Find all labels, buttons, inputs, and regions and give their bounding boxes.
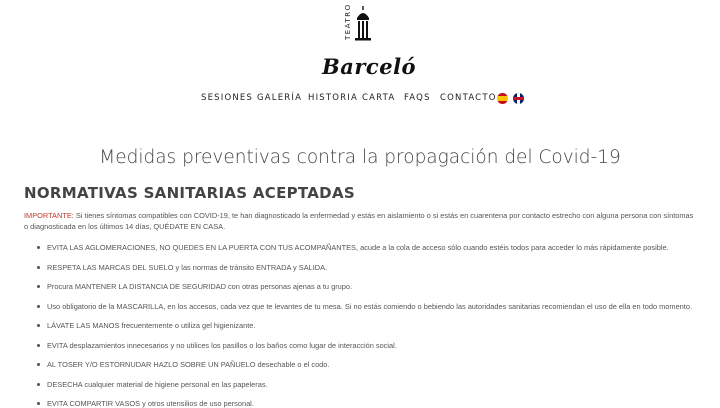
- nav-item-historia[interactable]: HISTORIA: [308, 93, 359, 103]
- list-item: EVITA COMPARTIR VASOS y otros utensilios de uso personal.: [36, 398, 696, 408]
- list-item: Procura MANTENER LA DISTANCIA DE SEGURIDAD con otras personas ajenas a tu grupo.: [36, 281, 696, 292]
- list-item: LÁVATE LAS MANOS frecuentemente o utiliza gel higienizante.: [36, 320, 696, 331]
- logo-name: Barceló: [322, 54, 417, 79]
- site-logo[interactable]: [318, 3, 417, 79]
- nav-item-galeria[interactable]: GALERÍA: [257, 93, 303, 103]
- list-item: EVITA LAS AGLOMERACIONES, NO QUEDES EN LA PUERTA CON TUS ACOMPAÑANTES, acude a la cola de acceso sólo cuando estéis todos para acceder lo más rápidamente posible.: [36, 242, 696, 253]
- nav-item-faqs[interactable]: FAQS: [404, 93, 431, 103]
- list-item: AL TOSER Y/O ESTORNUDAR HAZLO SOBRE UN PAÑUELO desechable o el codo.: [36, 359, 696, 370]
- list-item: DESECHA cualquier material de higiene personal en las papeleras.: [36, 379, 696, 390]
- nav-item-sesiones[interactable]: SESIONES: [201, 93, 254, 103]
- list-item: Uso obligatorio de la MASCARILLA, en los accesos, cada vez que te levantes de tu mesa. Si no estás comiendo o bebiendo las autoridades sanitarias recomiendan el uso de ella en todo momento.: [36, 301, 696, 312]
- page-title: Medidas preventivas contra la propagación del Covid-19: [99, 147, 621, 168]
- theatre-tower-icon: [348, 6, 378, 42]
- uk-flag-icon[interactable]: [513, 93, 524, 104]
- spain-flag-icon[interactable]: [497, 93, 508, 104]
- main-nav: [0, 93, 720, 107]
- list-item: RESPETA LAS MARCAS DEL SUELO y las normas de tránsito ENTRADA y SALIDA.: [36, 262, 696, 273]
- intro-lead: IMPORTANTE:: [24, 211, 74, 220]
- intro-paragraph: [24, 210, 696, 232]
- intro-text: Si tienes síntomas compatibles con COVID-19, te han diagnosticado la enfermedad y estás en aislamiento o si estás en cuarentena por contacto estrecho con alguna persona con síntomas o diagnosticada en los últimos 14 días, QUÉDATE EN CASA.: [24, 211, 694, 231]
- rules-list: [36, 242, 696, 408]
- list-item: EVITA desplazamientos innecesarios y no utilices los pasillos o los baños como lugar de interacción social.: [36, 340, 696, 351]
- nav-item-contacto[interactable]: CONTACTO: [440, 93, 497, 103]
- section-title: NORMATIVAS SANITARIAS ACEPTADAS: [24, 184, 355, 202]
- logo-small-text: TEATRO: [344, 3, 352, 40]
- site-header: [0, 0, 720, 120]
- nav-item-carta[interactable]: CARTA: [362, 93, 396, 103]
